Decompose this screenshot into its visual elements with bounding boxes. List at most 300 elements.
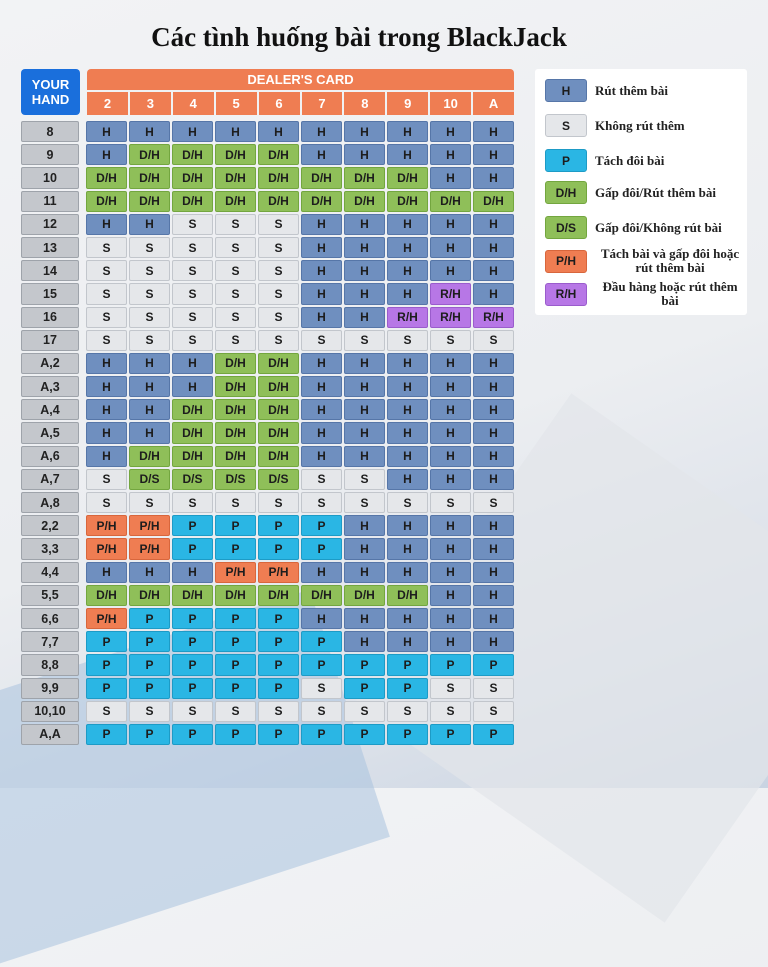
strategy-cell: R/H xyxy=(430,307,471,328)
strategy-cell: H xyxy=(344,538,385,559)
strategy-cell: H xyxy=(344,121,385,142)
strategy-cell: P xyxy=(129,608,170,629)
hand-label: 11 xyxy=(21,191,79,212)
strategy-cell: H xyxy=(473,446,514,467)
strategy-cell: S xyxy=(387,701,428,722)
strategy-cell: P xyxy=(473,724,514,745)
strategy-cell: H xyxy=(344,144,385,165)
hand-label: A,2 xyxy=(21,353,79,374)
strategy-cell: H xyxy=(301,353,342,374)
strategy-cell: S xyxy=(86,237,127,258)
strategy-cell: H xyxy=(473,469,514,490)
strategy-cell: D/H xyxy=(129,144,170,165)
legend-swatch: D/S xyxy=(545,216,587,239)
strategy-cell: S xyxy=(129,330,170,351)
strategy-cell: S xyxy=(473,330,514,351)
strategy-cell: H xyxy=(387,515,428,536)
strategy-cell: S xyxy=(129,283,170,304)
hand-label: A,6 xyxy=(21,446,79,467)
strategy-cell: H xyxy=(172,353,213,374)
strategy-cell: P/H xyxy=(129,515,170,536)
strategy-cell: S xyxy=(344,492,385,513)
strategy-cell: D/H xyxy=(301,167,342,188)
strategy-cell: H xyxy=(430,214,471,235)
strategy-cell: S xyxy=(86,307,127,328)
strategy-cell: S xyxy=(129,492,170,513)
strategy-cell: H xyxy=(473,214,514,235)
strategy-cell: S xyxy=(129,237,170,258)
strategy-cell: H xyxy=(387,446,428,467)
strategy-cell: H xyxy=(473,376,514,397)
strategy-cell: H xyxy=(473,399,514,420)
table-row xyxy=(21,399,514,420)
strategy-cell: S xyxy=(258,701,299,722)
strategy-cell: P xyxy=(301,538,342,559)
strategy-cell: H xyxy=(430,422,471,443)
table-row xyxy=(21,469,514,490)
strategy-cell: H xyxy=(387,214,428,235)
strategy-cell: S xyxy=(258,283,299,304)
dealer-card-A: A xyxy=(473,92,514,115)
strategy-cell: P xyxy=(86,631,127,652)
strategy-cell: P xyxy=(301,654,342,675)
strategy-cell: S xyxy=(258,260,299,281)
strategy-cell: D/H xyxy=(215,422,256,443)
legend-text: Rút thêm bài xyxy=(595,82,668,98)
strategy-cell: H xyxy=(387,608,428,629)
dealer-card-3: 3 xyxy=(130,92,171,115)
strategy-cell: P xyxy=(215,654,256,675)
strategy-cell: H xyxy=(301,283,342,304)
strategy-cell: D/H xyxy=(172,191,213,212)
hand-label: 8,8 xyxy=(21,654,79,675)
strategy-cell: S xyxy=(86,701,127,722)
strategy-cell: D/H xyxy=(258,422,299,443)
strategy-cell: S xyxy=(387,492,428,513)
strategy-cell: H xyxy=(129,376,170,397)
strategy-cell: D/H xyxy=(215,585,256,606)
strategy-cell: S xyxy=(86,283,127,304)
strategy-cell: S xyxy=(215,701,256,722)
strategy-cell: P xyxy=(258,724,299,745)
strategy-cell: H xyxy=(387,399,428,420)
legend-item xyxy=(545,114,745,137)
strategy-cell: S xyxy=(301,469,342,490)
table-row xyxy=(21,260,514,281)
strategy-cell: P xyxy=(473,654,514,675)
legend-item xyxy=(545,149,745,172)
strategy-cell: S xyxy=(258,492,299,513)
strategy-cell: H xyxy=(86,422,127,443)
strategy-cell: P xyxy=(344,678,385,699)
strategy-cell: H xyxy=(430,167,471,188)
hand-label: 3,3 xyxy=(21,538,79,559)
legend-text: Không rút thêm xyxy=(595,117,685,133)
strategy-cell: H xyxy=(430,446,471,467)
strategy-cell: H xyxy=(344,307,385,328)
strategy-cell: S xyxy=(344,469,385,490)
table-row xyxy=(21,353,514,374)
strategy-cell: S xyxy=(215,283,256,304)
hand-label: 10 xyxy=(21,167,79,188)
legend-panel xyxy=(535,69,747,315)
strategy-cell: D/H xyxy=(129,167,170,188)
strategy-cell: S xyxy=(86,492,127,513)
strategy-cell: S xyxy=(86,330,127,351)
strategy-cell: P xyxy=(301,631,342,652)
strategy-cell: S xyxy=(430,701,471,722)
strategy-cell: D/H xyxy=(172,399,213,420)
strategy-cell: S xyxy=(172,237,213,258)
strategy-cell: H xyxy=(387,469,428,490)
strategy-cell: P xyxy=(215,515,256,536)
strategy-cell: S xyxy=(258,237,299,258)
hand-label: A,8 xyxy=(21,492,79,513)
table-row xyxy=(21,283,514,304)
hand-label: 17 xyxy=(21,330,79,351)
strategy-cell: S xyxy=(344,701,385,722)
hand-label: A,A xyxy=(21,724,79,745)
strategy-cell: P xyxy=(344,654,385,675)
strategy-cell: H xyxy=(86,376,127,397)
strategy-cell: P xyxy=(215,631,256,652)
strategy-cell: H xyxy=(473,237,514,258)
strategy-cell: H xyxy=(473,283,514,304)
table-row xyxy=(21,678,514,699)
strategy-cell: S xyxy=(301,701,342,722)
dealer-card-6: 6 xyxy=(259,92,300,115)
strategy-cell: H xyxy=(387,562,428,583)
strategy-cell: R/H xyxy=(473,307,514,328)
strategy-cell: D/H xyxy=(129,191,170,212)
strategy-cell: D/H xyxy=(473,191,514,212)
strategy-cell: H xyxy=(172,376,213,397)
strategy-cell: P xyxy=(215,538,256,559)
strategy-cell: D/H xyxy=(344,585,385,606)
strategy-cell: H xyxy=(344,631,385,652)
strategy-cell: H xyxy=(86,446,127,467)
strategy-cell: H xyxy=(473,260,514,281)
strategy-cell: H xyxy=(430,237,471,258)
strategy-cell: H xyxy=(473,515,514,536)
strategy-cell: H xyxy=(473,562,514,583)
table-row xyxy=(21,701,514,722)
strategy-cell: H xyxy=(473,608,514,629)
strategy-cell: H xyxy=(430,538,471,559)
dealer-card-4: 4 xyxy=(173,92,214,115)
hand-label: 4,4 xyxy=(21,562,79,583)
hand-label: 12 xyxy=(21,214,79,235)
strategy-cell: H xyxy=(301,399,342,420)
strategy-cell: P xyxy=(258,654,299,675)
dealer-card-7: 7 xyxy=(302,92,343,115)
legend-swatch: P xyxy=(545,149,587,172)
strategy-cell: P xyxy=(344,724,385,745)
strategy-cell: D/H xyxy=(215,446,256,467)
hand-label: A,7 xyxy=(21,469,79,490)
strategy-cell: D/H xyxy=(215,144,256,165)
strategy-cell: H xyxy=(387,144,428,165)
page-title: Các tình huống bài trong BlackJack xyxy=(151,22,567,52)
strategy-cell: H xyxy=(301,144,342,165)
strategy-cell: D/H xyxy=(86,585,127,606)
strategy-cell: D/H xyxy=(387,585,428,606)
strategy-cell: P xyxy=(215,608,256,629)
strategy-cell: S xyxy=(86,260,127,281)
table-row xyxy=(21,631,514,652)
strategy-cell: D/H xyxy=(215,353,256,374)
strategy-cell: P xyxy=(129,724,170,745)
strategy-cell: H xyxy=(473,422,514,443)
legend-text: Tách bài và gấp đôi hoặc rút thêm bài xyxy=(600,246,740,275)
strategy-cell: H xyxy=(172,562,213,583)
strategy-cell: S xyxy=(301,492,342,513)
table-row xyxy=(21,538,514,559)
strategy-cell: D/S xyxy=(129,469,170,490)
strategy-cell: P xyxy=(258,631,299,652)
strategy-cell: H xyxy=(301,422,342,443)
strategy-cell: P/H xyxy=(86,608,127,629)
strategy-cell: H xyxy=(430,469,471,490)
strategy-cell: H xyxy=(86,353,127,374)
strategy-cell: D/H xyxy=(172,422,213,443)
table-row xyxy=(21,121,514,142)
strategy-table xyxy=(21,121,514,745)
strategy-cell: P xyxy=(215,724,256,745)
strategy-cell: D/H xyxy=(129,446,170,467)
strategy-cell: P xyxy=(129,654,170,675)
strategy-cell: S xyxy=(172,307,213,328)
strategy-cell: H xyxy=(344,608,385,629)
strategy-cell: P/H xyxy=(258,562,299,583)
strategy-cell: S xyxy=(215,307,256,328)
strategy-cell: H xyxy=(258,121,299,142)
strategy-cell: D/H xyxy=(301,585,342,606)
table-row xyxy=(21,515,514,536)
strategy-cell: S xyxy=(301,678,342,699)
table-row xyxy=(21,608,514,629)
strategy-cell: D/H xyxy=(86,191,127,212)
strategy-cell: H xyxy=(430,515,471,536)
strategy-cell: D/H xyxy=(258,446,299,467)
strategy-cell: H xyxy=(301,446,342,467)
strategy-cell: H xyxy=(387,631,428,652)
strategy-cell: P xyxy=(86,654,127,675)
strategy-cell: H xyxy=(172,121,213,142)
strategy-cell: D/H xyxy=(344,167,385,188)
strategy-cell: P xyxy=(387,724,428,745)
strategy-cell: S xyxy=(215,237,256,258)
table-row xyxy=(21,237,514,258)
strategy-cell: D/H xyxy=(86,167,127,188)
table-row xyxy=(21,562,514,583)
strategy-cell: H xyxy=(344,237,385,258)
strategy-cell: S xyxy=(172,260,213,281)
hand-label: 7,7 xyxy=(21,631,79,652)
strategy-cell: S xyxy=(430,330,471,351)
strategy-cell: H xyxy=(387,260,428,281)
strategy-cell: P xyxy=(172,608,213,629)
strategy-cell: D/H xyxy=(258,376,299,397)
legend-text: Tách đôi bài xyxy=(595,152,665,168)
strategy-cell: D/H xyxy=(258,399,299,420)
strategy-cell: H xyxy=(344,399,385,420)
strategy-cell: S xyxy=(215,214,256,235)
strategy-cell: H xyxy=(86,144,127,165)
legend-swatch: R/H xyxy=(545,283,587,306)
hand-label: 10,10 xyxy=(21,701,79,722)
strategy-cell: H xyxy=(129,121,170,142)
strategy-cell: S xyxy=(473,492,514,513)
strategy-cell: D/H xyxy=(387,167,428,188)
strategy-cell: P xyxy=(430,724,471,745)
strategy-cell: P xyxy=(129,678,170,699)
strategy-cell: D/H xyxy=(172,144,213,165)
strategy-cell: H xyxy=(430,585,471,606)
strategy-cell: P xyxy=(86,678,127,699)
strategy-cell: H xyxy=(473,121,514,142)
strategy-cell: D/S xyxy=(172,469,213,490)
strategy-cell: H xyxy=(473,631,514,652)
legend-swatch: D/H xyxy=(545,181,587,204)
strategy-cell: D/S xyxy=(258,469,299,490)
strategy-cell: H xyxy=(301,260,342,281)
table-row xyxy=(21,585,514,606)
strategy-cell: H xyxy=(344,353,385,374)
strategy-cell: D/S xyxy=(215,469,256,490)
strategy-cell: S xyxy=(430,492,471,513)
table-row xyxy=(21,167,514,188)
strategy-cell: S xyxy=(172,214,213,235)
strategy-cell: P xyxy=(129,631,170,652)
strategy-cell: P xyxy=(301,515,342,536)
strategy-cell: H xyxy=(473,167,514,188)
strategy-cell: H xyxy=(387,538,428,559)
hand-label: 5,5 xyxy=(21,585,79,606)
strategy-cell: H xyxy=(301,376,342,397)
hand-label: 9 xyxy=(21,144,79,165)
strategy-cell: H xyxy=(129,214,170,235)
strategy-cell: P xyxy=(172,515,213,536)
strategy-cell: P xyxy=(86,724,127,745)
strategy-cell: H xyxy=(86,399,127,420)
strategy-cell: D/H xyxy=(258,167,299,188)
strategy-cell: S xyxy=(172,283,213,304)
table-row xyxy=(21,724,514,745)
table-row xyxy=(21,654,514,675)
strategy-cell: P/H xyxy=(86,515,127,536)
strategy-cell: S xyxy=(215,492,256,513)
hand-label: 14 xyxy=(21,260,79,281)
strategy-cell: D/H xyxy=(129,585,170,606)
strategy-cell: D/H xyxy=(172,585,213,606)
strategy-cell: H xyxy=(129,422,170,443)
strategy-cell: S xyxy=(258,307,299,328)
strategy-cell: H xyxy=(387,283,428,304)
strategy-cell: D/H xyxy=(301,191,342,212)
strategy-cell: S xyxy=(172,492,213,513)
strategy-cell: H xyxy=(215,121,256,142)
table-row xyxy=(21,492,514,513)
strategy-cell: H xyxy=(301,121,342,142)
strategy-cell: H xyxy=(473,144,514,165)
strategy-cell: H xyxy=(129,399,170,420)
strategy-cell: H xyxy=(86,214,127,235)
strategy-cell: D/H xyxy=(430,191,471,212)
strategy-cell: S xyxy=(473,678,514,699)
strategy-cell: P xyxy=(387,678,428,699)
strategy-cell: P xyxy=(430,654,471,675)
strategy-cell: H xyxy=(344,376,385,397)
legend-text: Gấp đôi/Rút thêm bài xyxy=(595,184,716,200)
strategy-cell: S xyxy=(301,330,342,351)
strategy-cell: D/H xyxy=(258,191,299,212)
hand-label: 6,6 xyxy=(21,608,79,629)
strategy-cell: P xyxy=(387,654,428,675)
strategy-cell: D/H xyxy=(215,167,256,188)
dealer-card-8: 8 xyxy=(344,92,385,115)
dealer-card-2: 2 xyxy=(87,92,128,115)
hand-label: 8 xyxy=(21,121,79,142)
dealer-card-9: 9 xyxy=(387,92,428,115)
hand-label: 9,9 xyxy=(21,678,79,699)
strategy-cell: H xyxy=(430,399,471,420)
table-row xyxy=(21,144,514,165)
strategy-cell: S xyxy=(129,260,170,281)
strategy-cell: P xyxy=(301,724,342,745)
legend-item xyxy=(545,79,745,102)
strategy-cell: R/H xyxy=(387,307,428,328)
strategy-cell: H xyxy=(301,237,342,258)
strategy-cell: P xyxy=(258,515,299,536)
dealer-card-5: 5 xyxy=(216,92,257,115)
hand-label: 15 xyxy=(21,283,79,304)
strategy-cell: H xyxy=(344,283,385,304)
strategy-cell: H xyxy=(387,237,428,258)
strategy-cell: P/H xyxy=(215,562,256,583)
strategy-cell: P xyxy=(172,678,213,699)
table-row xyxy=(21,330,514,351)
dealer-card-columns xyxy=(87,92,514,115)
strategy-cell: D/H xyxy=(215,191,256,212)
legend-swatch: H xyxy=(545,79,587,102)
legend-swatch: S xyxy=(545,114,587,137)
strategy-cell: D/H xyxy=(344,191,385,212)
legend-swatch: P/H xyxy=(545,250,587,273)
strategy-cell: R/H xyxy=(430,283,471,304)
strategy-cell: H xyxy=(387,353,428,374)
strategy-cell: S xyxy=(172,330,213,351)
strategy-cell: D/H xyxy=(172,446,213,467)
strategy-cell: H xyxy=(387,422,428,443)
strategy-cell: H xyxy=(301,608,342,629)
legend-item xyxy=(545,247,745,275)
table-row xyxy=(21,214,514,235)
strategy-cell: S xyxy=(344,330,385,351)
strategy-cell: S xyxy=(430,678,471,699)
strategy-cell: H xyxy=(129,562,170,583)
table-row xyxy=(21,191,514,212)
strategy-cell: H xyxy=(301,307,342,328)
legend-text: Gấp đôi/Không rút bài xyxy=(595,219,722,235)
strategy-cell: H xyxy=(344,515,385,536)
hand-label: 16 xyxy=(21,307,79,328)
hand-label: 13 xyxy=(21,237,79,258)
strategy-cell: S xyxy=(215,260,256,281)
legend-item xyxy=(545,280,745,308)
strategy-cell: H xyxy=(473,353,514,374)
strategy-cell: H xyxy=(430,631,471,652)
